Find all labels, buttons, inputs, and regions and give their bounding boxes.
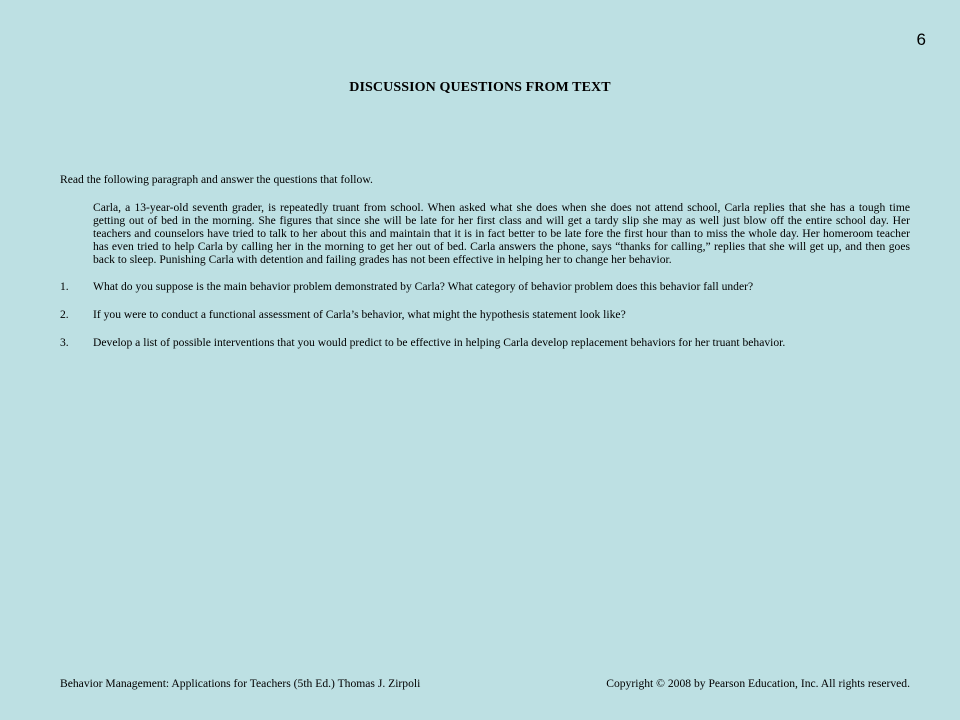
scenario-paragraph: Carla, a 13-year-old seventh grader, is repeatedly truant from school. When asked what she does when she does not attend school, Carla replies that she has a tough time getting out of bed in the morning. She figures that since she will be late for her first class and will get a tardy slip she may as well just blow off the entire school day. Her teachers and counselors have tried to talk to her about this and maintain that it is in fact better to be late fore the first hour than to miss the whole day. Her homeroom teacher has even tried to help Carla by calling her in the morning to get her out of bed. Carla answers the phone, says “thanks for calling,” replies that she will get up, and then goes back to sleep. Punishing Carla with detention and failing grades has not been effective in helping her to change her behavior. — [93, 201, 910, 266]
footer-book-citation: Behavior Management: Applications for Teachers (5th Ed.) Thomas J. Zirpoli — [60, 677, 421, 690]
question-item — [60, 280, 910, 293]
question-text: Develop a list of possible interventions that you would predict to be effective in helping Carla develop replacement behaviors for her truant behavior. — [93, 336, 786, 349]
slide-number: 6 — [916, 30, 926, 49]
page-title: DISCUSSION QUESTIONS FROM TEXT — [349, 80, 611, 95]
question-number: 1. — [60, 280, 69, 293]
question-item — [60, 336, 910, 349]
question-number: 2. — [60, 308, 69, 321]
footer-copyright: Copyright © 2008 by Pearson Education, Inc. All rights reserved. — [606, 677, 910, 690]
question-text: If you were to conduct a functional assessment of Carla’s behavior, what might the hypothesis statement look like? — [93, 308, 626, 321]
question-number: 3. — [60, 336, 69, 349]
question-item — [60, 308, 910, 321]
intro-instruction: Read the following paragraph and answer the questions that follow. — [60, 173, 373, 186]
footer — [60, 677, 910, 690]
main-content — [60, 173, 910, 364]
question-text: What do you suppose is the main behavior problem demonstrated by Carla? What category of behavior problem does this behavior fall under? — [93, 280, 754, 293]
